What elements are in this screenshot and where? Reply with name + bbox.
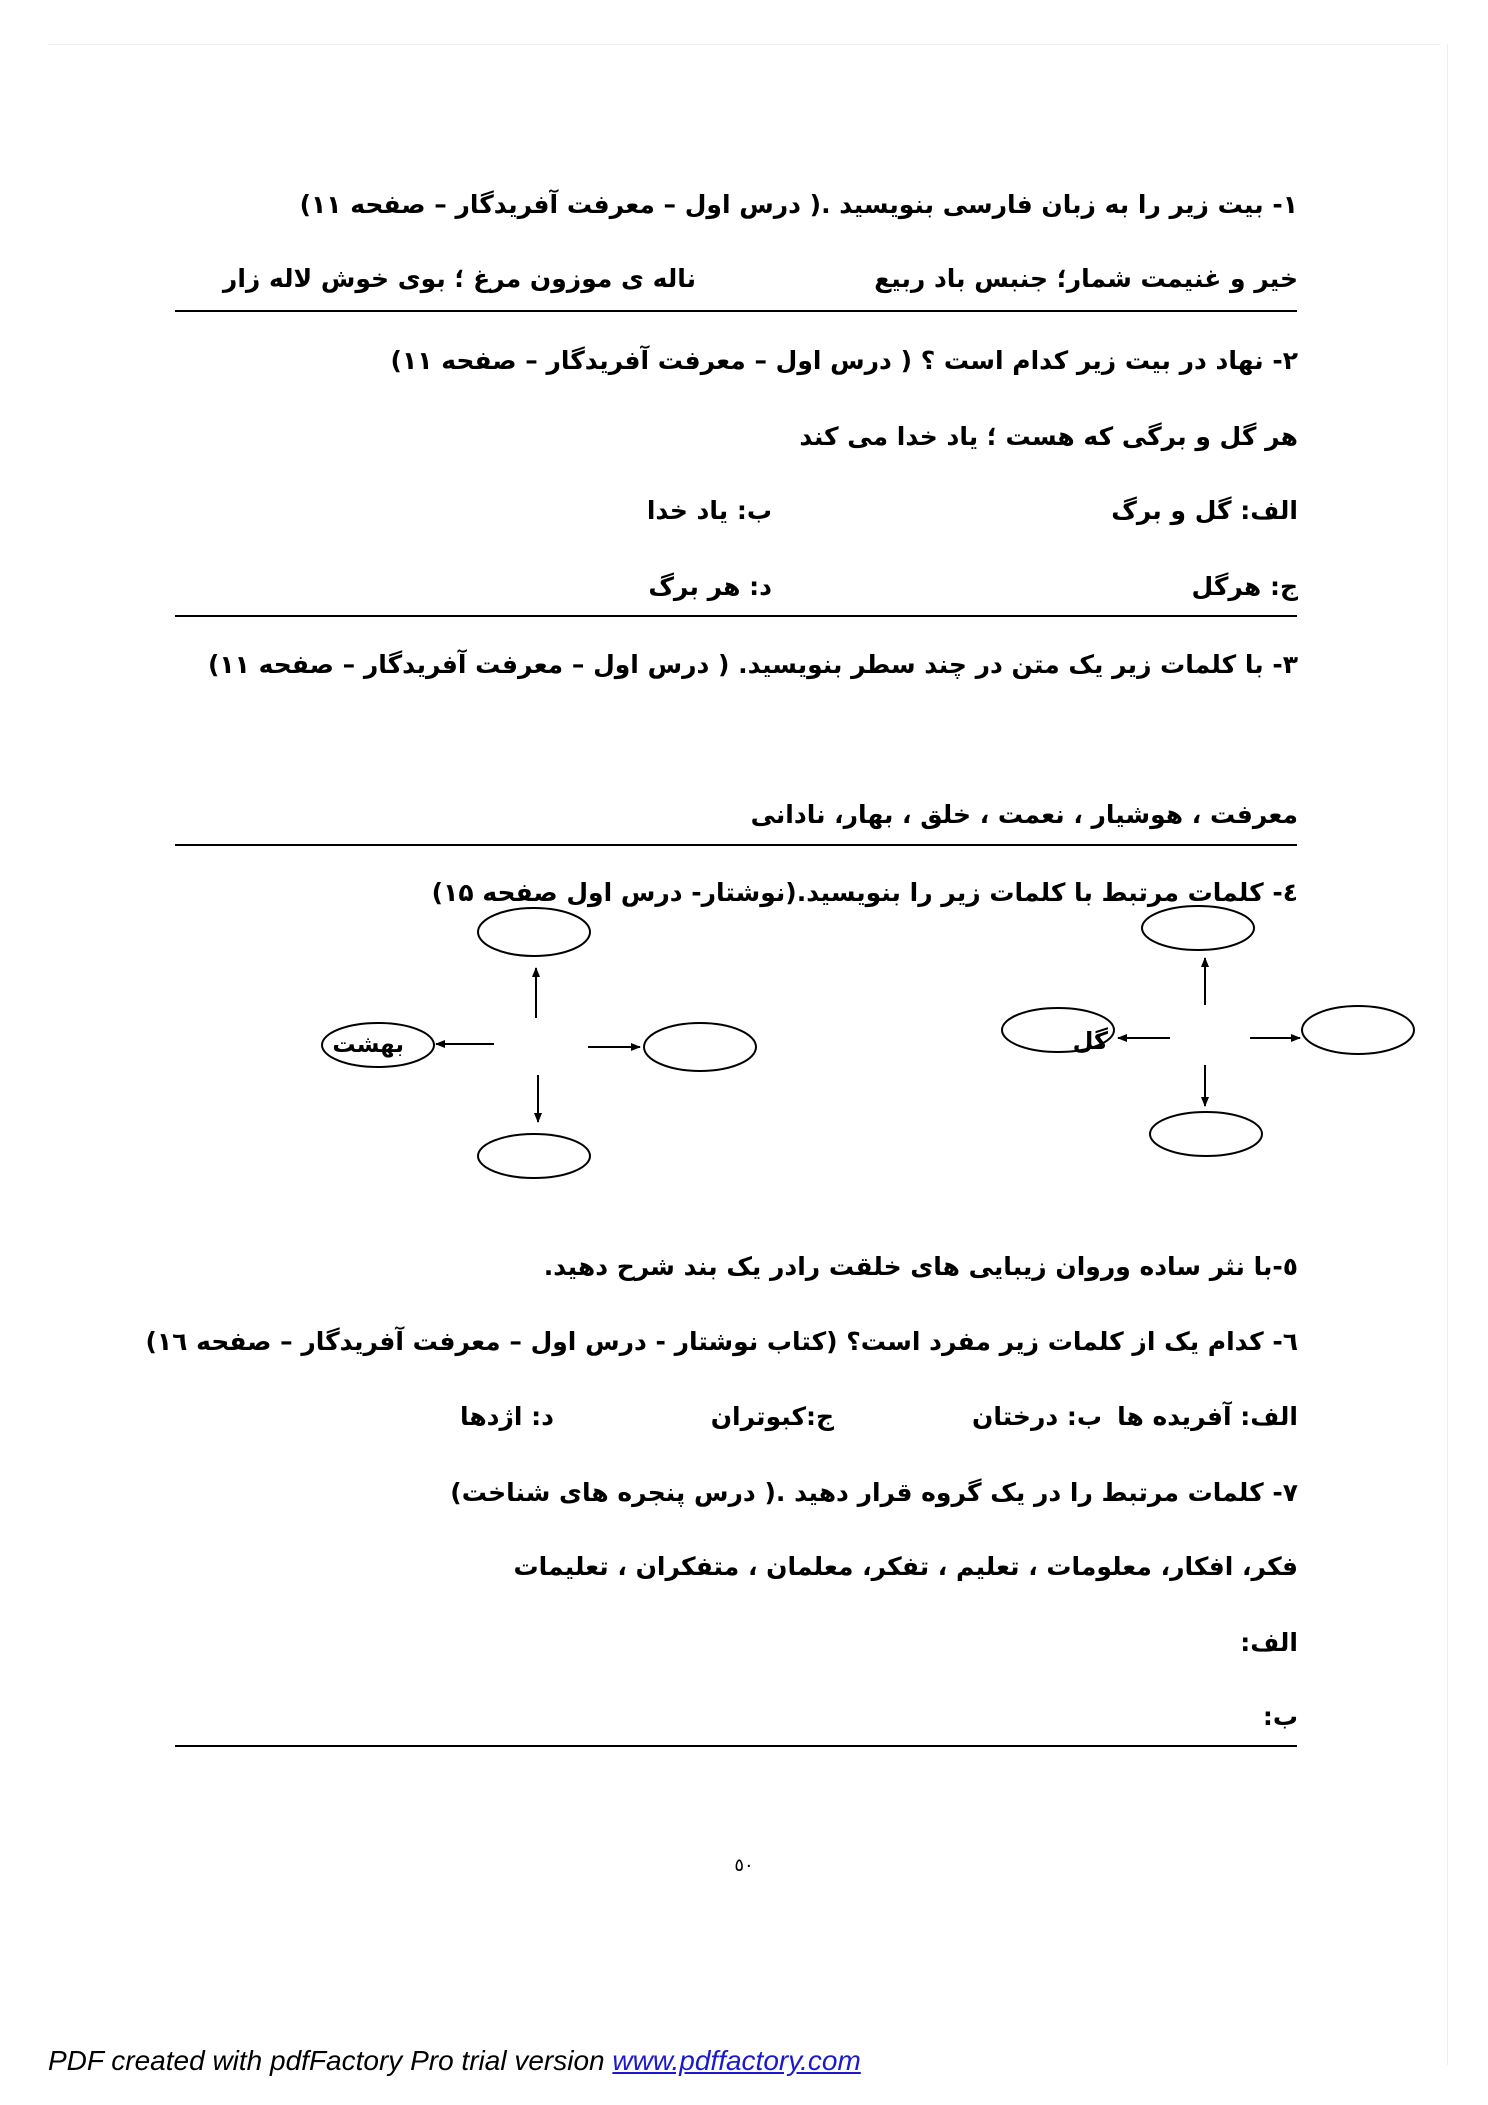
question-5-text: ٥-با نثر ساده وروان زیبایی های خلقت رادر یک بند شرح دهید. [543, 1252, 1298, 1281]
question-6-text: ٦- کدام یک از کلمات زیر مفرد است؟ (کتاب نوشتار - درس اول – معرفت آفریدگار – صفحه ۱٦) [145, 1327, 1298, 1356]
question-2-option-c: ج: هرگل [1191, 572, 1298, 601]
diagram-right-bottom-box [1150, 1112, 1262, 1156]
diagram-left-top-box [478, 908, 590, 956]
question-1-verse-left: ناله ی موزون مرغ ؛ بوی خوش لاله زار [222, 264, 696, 293]
question-7-text: ۷- کلمات مرتبط را در یک گروه قرار دهید .( درس پنجره های شناخت) [450, 1478, 1298, 1507]
question-7-group-a: الف: [1240, 1628, 1298, 1657]
diagram-left-word: بهشت [332, 1032, 404, 1058]
question-2-option-a: الف: گل و برگ [1111, 496, 1298, 525]
diagram-left-right-box [644, 1023, 756, 1071]
question-1-text: ۱- بیت زیر را به زبان فارسی بنویسید .( درس اول – معرفت آفریدگار – صفحه ۱۱) [299, 190, 1298, 219]
question-3-words: معرفت ، هوشیار ، نعمت ، خلق ، بهار، نادانی [750, 800, 1298, 829]
footer-prefix: PDF created with pdfFactory Pro trial version [48, 2045, 613, 2076]
question-2-text: ۲- نهاد در بیت زیر کدام است ؟ ( درس اول – معرفت آفریدگار – صفحه ۱۱) [390, 346, 1298, 375]
question-7-words: فکر، افکار، معلومات ، تعلیم ، تفکر، معلمان ، متفکران ، تعلیمات [513, 1552, 1298, 1581]
question-6-option-d: د: اژدها [459, 1402, 554, 1431]
diagram-right-top-box [1142, 906, 1254, 950]
question-3-text: ۳- با کلمات زیر یک متن در چند سطر بنویسید. ( درس اول – معرفت آفریدگار – صفحه ۱۱) [207, 650, 1298, 679]
page-number: ٥٠ [734, 1855, 754, 1876]
question-6-option-b: ب: درختان [972, 1402, 1102, 1431]
question-6-option-c: ج:کبوتران [710, 1402, 834, 1431]
question-4-text: ٤- کلمات مرتبط با کلمات زیر را بنویسید.(نوشتار- درس اول صفحه ۱۵) [431, 878, 1298, 907]
question-2-option-b: ب: یاد خدا [646, 496, 772, 525]
question-2-verse: هر گل و برگی که هست ؛ یاد خدا می کند [799, 422, 1298, 451]
question-2-option-d: د: هر برگ [648, 572, 772, 601]
question-6-option-a: الف: آفریده ها [1117, 1402, 1298, 1431]
footer-link[interactable]: www.pdffactory.com [612, 2045, 861, 2076]
pdf-footer [48, 2045, 861, 2077]
word-map-right [1002, 906, 1414, 1156]
diagram-right-word: گل [1072, 1027, 1108, 1055]
question-7-group-b: ب: [1262, 1702, 1298, 1731]
divider-4 [175, 1745, 1297, 1747]
diagram-right-right-box [1302, 1006, 1414, 1054]
question-1-verse-right: خیر و غنیمت شمار؛ جنبس باد ربیع [874, 264, 1298, 293]
diagram-left-bottom-box [478, 1134, 590, 1178]
